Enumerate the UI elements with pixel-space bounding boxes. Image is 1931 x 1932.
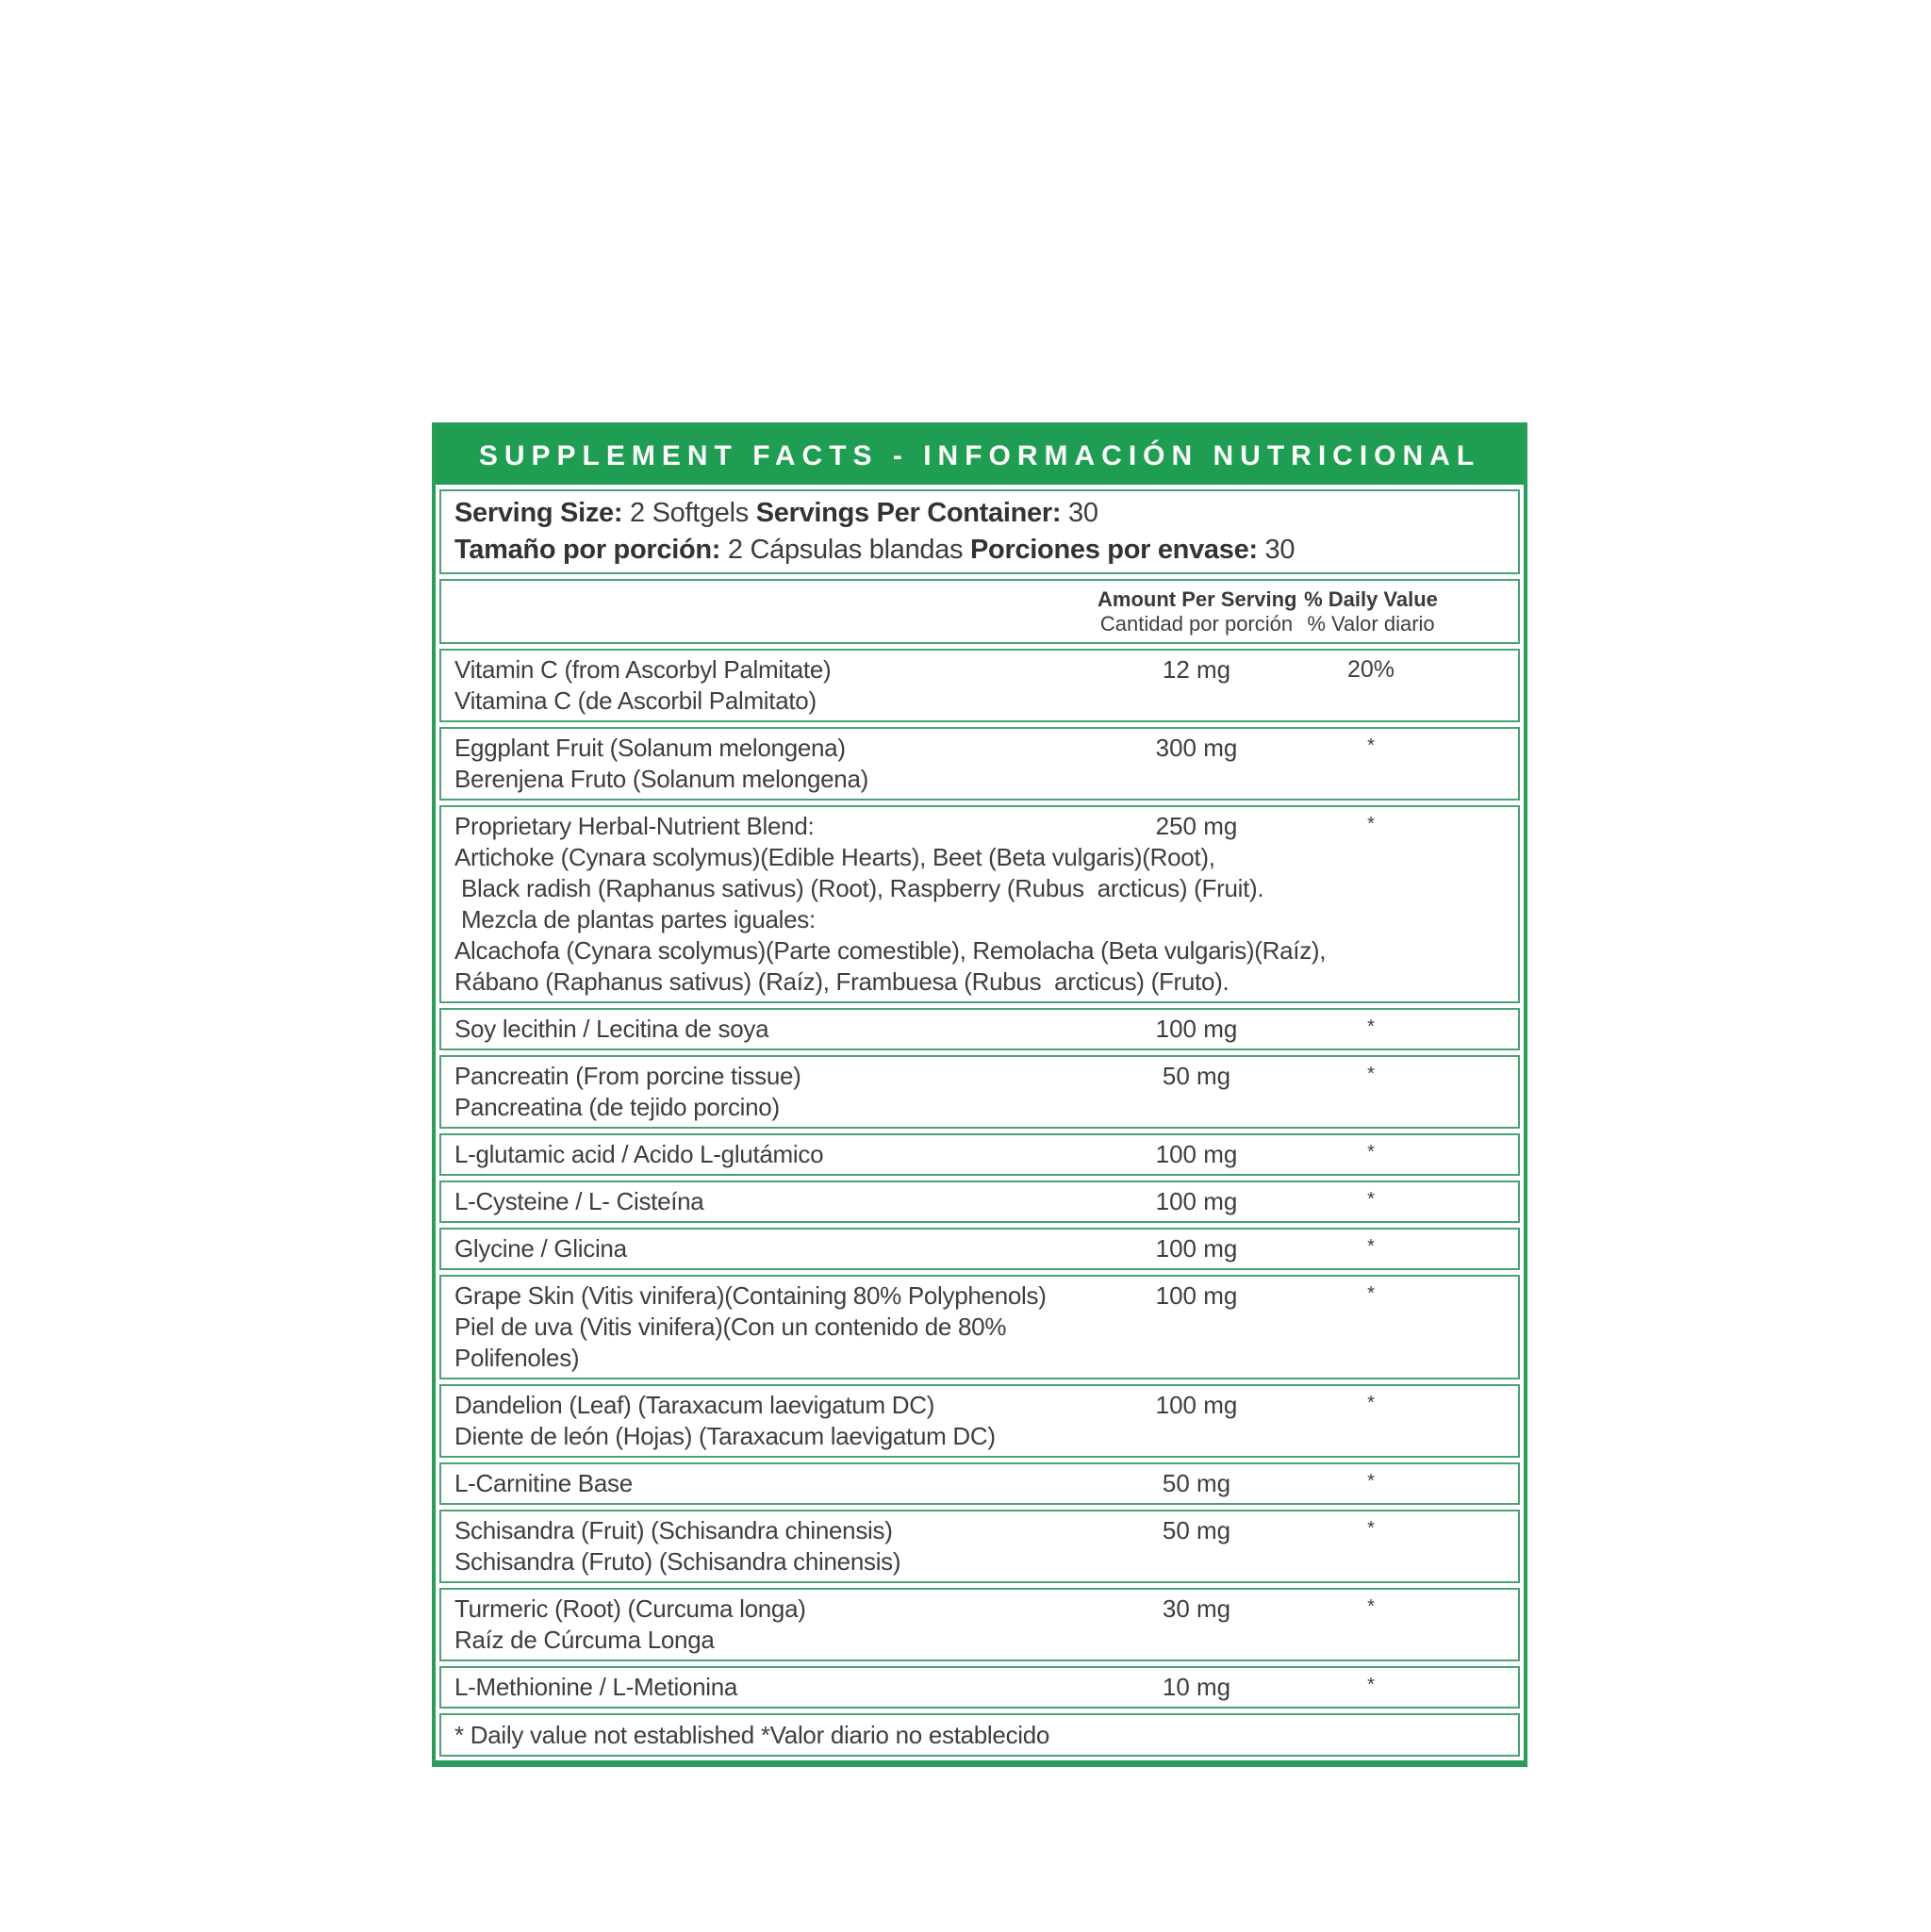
ingredient-row-main-line xyxy=(454,1515,1505,1577)
ingredient-row xyxy=(439,805,1520,1003)
ingredient-row-main-line xyxy=(454,1468,1505,1499)
supplement-facts-label xyxy=(432,422,1527,1767)
ingredient-row xyxy=(439,1228,1520,1270)
serving-size-label-es: Tamaño por porción: xyxy=(454,535,721,565)
amount-header-en: Amount Per Serving xyxy=(1098,587,1297,611)
ingredient-name-line: Raíz de Cúrcuma Longa xyxy=(454,1626,715,1654)
servings-per-container-label-en: Servings Per Container: xyxy=(755,498,1062,528)
daily-value-header-en: % Daily Value xyxy=(1304,587,1438,611)
ingredient-name-line: Soy lecithin / Lecitina de soya xyxy=(454,1015,769,1043)
ingredient-row xyxy=(439,1181,1520,1223)
ingredient-amount: 250 mg xyxy=(1155,812,1238,840)
label-body xyxy=(436,485,1524,1760)
servings-per-container-label-es: Porciones por envase: xyxy=(970,535,1258,565)
ingredient-daily-value: * xyxy=(1367,1471,1375,1492)
ingredient-amount: 100 mg xyxy=(1155,1140,1238,1168)
ingredient-amount: 50 mg xyxy=(1162,1062,1231,1090)
ingredient-daily-value: * xyxy=(1367,1393,1375,1413)
ingredient-name xyxy=(454,1390,1098,1452)
ingredient-name-line: Piel de uva (Vitis vinifera)(Con un contenido de 80% Polifenoles) xyxy=(454,1313,1007,1372)
footnote: * Daily value not established *Valor diario no establecido xyxy=(439,1713,1520,1757)
ingredient-name xyxy=(454,1061,1098,1123)
ingredient-name xyxy=(454,1139,1098,1170)
ingredient-daily-value: * xyxy=(1367,1142,1375,1163)
ingredient-row xyxy=(439,1275,1520,1379)
ingredient-daily-value: * xyxy=(1367,1016,1375,1037)
ingredient-row-main-line xyxy=(454,654,1505,717)
ingredient-name-line: Diente de león (Hojas) (Taraxacum laevigatum DC) xyxy=(454,1422,996,1450)
ingredient-row-main-line xyxy=(454,733,1505,795)
ingredient-row xyxy=(439,727,1520,801)
ingredient-name xyxy=(454,654,1098,717)
ingredient-name-line: L-Cysteine / L- Cisteína xyxy=(454,1187,704,1215)
ingredient-amount: 50 mg xyxy=(1162,1469,1231,1497)
ingredient-row xyxy=(439,1384,1520,1458)
ingredient-row-main-line xyxy=(454,1139,1505,1170)
ingredient-daily-value: 20% xyxy=(1346,656,1395,683)
ingredient-name-line: Berenjena Fruto (Solanum melongena) xyxy=(454,765,868,793)
ingredient-daily-value: * xyxy=(1367,1236,1375,1257)
serving-size-value-es: 2 Cápsulas blandas xyxy=(727,535,964,565)
ingredient-row-main-line xyxy=(454,1672,1505,1703)
ingredient-row xyxy=(439,1055,1520,1129)
servings-per-container-value-en: 30 xyxy=(1067,498,1098,528)
ingredient-name-line: Grape Skin (Vitis vinifera)(Containing 80% Polyphenols) xyxy=(454,1281,1047,1310)
blend-description-line: Rábano (Raphanus sativus) (Raíz), Frambuesa (Rubus arcticus) (Fruto). xyxy=(454,967,1230,996)
ingredient-row-main-line xyxy=(454,811,1505,842)
ingredient-name-line: Glycine / Glicina xyxy=(454,1234,627,1263)
ingredient-name-line: Schisandra (Fruto) (Schisandra chinensis) xyxy=(454,1547,901,1576)
amount-header-es: Cantidad por porción xyxy=(1099,612,1294,636)
ingredient-row-main-line xyxy=(454,1280,1505,1374)
daily-value-header-es: % Valor diario xyxy=(1307,612,1435,636)
ingredient-row-main-line xyxy=(454,1014,1505,1045)
ingredient-daily-value: * xyxy=(1367,1518,1375,1539)
ingredient-row xyxy=(439,1666,1520,1709)
ingredient-amount: 100 mg xyxy=(1155,1391,1238,1419)
ingredient-name xyxy=(454,1593,1098,1656)
label-title: SUPPLEMENT FACTS - INFORMACIÓN NUTRICIONAL xyxy=(436,426,1524,485)
ingredient-amount: 10 mg xyxy=(1162,1673,1231,1701)
ingredient-daily-value: * xyxy=(1367,1596,1375,1617)
ingredient-row xyxy=(439,649,1520,722)
column-headers-box xyxy=(439,579,1520,644)
blend-description-line: Mezcla de plantas partes iguales: xyxy=(454,905,816,933)
serving-info-box xyxy=(439,489,1520,574)
serving-size-value-en: 2 Softgels xyxy=(629,498,749,528)
ingredient-name xyxy=(454,1014,1098,1045)
ingredient-row-main-line xyxy=(454,1390,1505,1452)
ingredient-name-line: Pancreatin (From porcine tissue) xyxy=(454,1062,801,1090)
ingredient-amount: 12 mg xyxy=(1162,655,1231,684)
ingredient-row-main-line xyxy=(454,1061,1505,1123)
serving-size-label-en: Serving Size: xyxy=(454,498,623,528)
ingredient-name xyxy=(454,1186,1098,1217)
blend-description-line: Artichoke (Cynara scolymus)(Edible Hearts), Beet (Beta vulgaris)(Root), xyxy=(454,843,1215,871)
serving-line-en xyxy=(454,495,1505,532)
ingredient-name-line: Vitamin C (from Ascorbyl Palmitate) xyxy=(454,655,832,684)
ingredient-amount: 100 mg xyxy=(1155,1187,1238,1215)
ingredient-name xyxy=(454,1468,1098,1499)
ingredient-amount: 100 mg xyxy=(1155,1281,1238,1310)
ingredient-name-line: L-Carnitine Base xyxy=(454,1469,633,1497)
ingredient-daily-value: * xyxy=(1367,1675,1375,1695)
ingredient-daily-value: * xyxy=(1367,814,1375,834)
ingredient-name xyxy=(454,733,1098,795)
ingredient-row-main-line xyxy=(454,1186,1505,1217)
ingredient-name-line: L-glutamic acid / Acido L-glutámico xyxy=(454,1140,824,1168)
ingredient-daily-value: * xyxy=(1367,735,1375,756)
ingredient-row xyxy=(439,1510,1520,1583)
ingredient-row xyxy=(439,1588,1520,1661)
ingredient-row-main-line xyxy=(454,1233,1505,1264)
ingredient-daily-value: * xyxy=(1367,1283,1375,1304)
ingredient-row xyxy=(439,1462,1520,1505)
ingredient-row-main-line xyxy=(454,1593,1505,1656)
amount-column-header xyxy=(1098,587,1296,636)
ingredient-amount: 100 mg xyxy=(1155,1015,1238,1043)
ingredient-name-line: Dandelion (Leaf) (Taraxacum laevigatum DC) xyxy=(454,1391,935,1419)
serving-line-es xyxy=(454,532,1505,569)
ingredient-name xyxy=(454,1672,1098,1703)
servings-per-container-value-es: 30 xyxy=(1264,535,1296,565)
ingredient-name xyxy=(454,811,1098,842)
ingredient-row xyxy=(439,1008,1520,1050)
ingredient-amount: 300 mg xyxy=(1155,734,1238,762)
ingredient-daily-value: * xyxy=(1367,1189,1375,1210)
ingredient-amount: 100 mg xyxy=(1155,1234,1238,1263)
ingredient-name-line: L-Methionine / L-Metionina xyxy=(454,1673,738,1701)
ingredient-name-line: Proprietary Herbal-Nutrient Blend: xyxy=(454,812,815,840)
daily-value-column-header xyxy=(1296,587,1446,636)
ingredient-name-line: Vitamina C (de Ascorbil Palmitato) xyxy=(454,686,817,715)
blend-description-line: Black radish (Raphanus sativus) (Root), Raspberry (Rubus arcticus) (Fruit). xyxy=(454,874,1264,902)
ingredient-name xyxy=(454,1233,1098,1264)
ingredient-amount: 50 mg xyxy=(1162,1516,1231,1544)
ingredient-name-line: Pancreatina (de tejido porcino) xyxy=(454,1093,780,1121)
ingredient-name-line: Schisandra (Fruit) (Schisandra chinensis) xyxy=(454,1516,893,1544)
ingredient-name xyxy=(454,1515,1098,1577)
ingredient-daily-value: * xyxy=(1367,1064,1375,1084)
ingredient-row xyxy=(439,1133,1520,1176)
ingredient-name-line: Turmeric (Root) (Curcuma longa) xyxy=(454,1594,806,1623)
ingredient-rows xyxy=(439,649,1520,1709)
ingredient-name-line: Eggplant Fruit (Solanum melongena) xyxy=(454,734,846,762)
blend-description-line: Alcachofa (Cynara scolymus)(Parte comestible), Remolacha (Beta vulgaris)(Raíz), xyxy=(454,936,1327,965)
ingredient-amount: 30 mg xyxy=(1162,1594,1231,1623)
ingredient-name xyxy=(454,1280,1098,1374)
